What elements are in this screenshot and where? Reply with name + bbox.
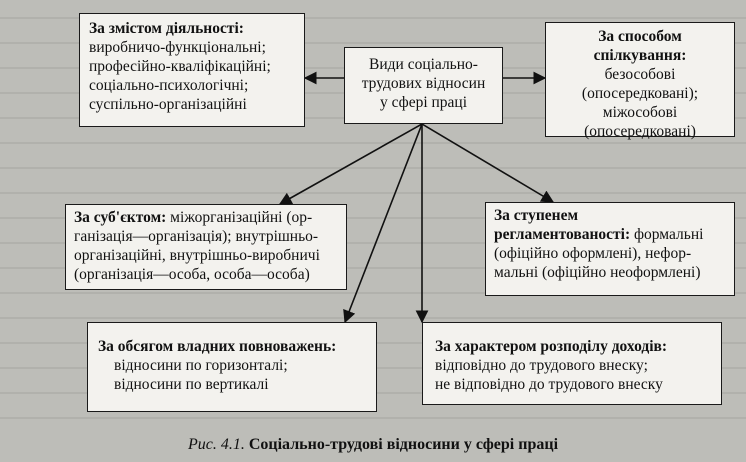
center-box-relations-types xyxy=(344,47,503,124)
by-subject-heading: За суб'єктом: xyxy=(74,209,167,226)
figure-caption-label: Рис. 4.1. xyxy=(187,436,245,453)
box-by-subject xyxy=(65,204,347,290)
by-authority-line-2: відносини по вертикалі xyxy=(114,376,269,393)
by-interaction-heading-2: спілкування: xyxy=(593,47,687,64)
figure-caption-title: Соціально-трудові відносини у сфері праці xyxy=(248,436,559,453)
by-authority-line-1: відносини по горизонталі; xyxy=(114,357,288,374)
by-income-heading: За характером розподілу доходів: xyxy=(435,338,668,355)
box-by-interaction xyxy=(545,22,735,140)
by-regulation-heading-2: регламентованості: xyxy=(494,226,631,243)
by-content-line-2: професійно-кваліфікаційні; xyxy=(89,58,271,75)
by-interaction-line-1: безособові xyxy=(604,66,676,83)
by-content-line-3: соціально-психологічні; xyxy=(89,77,249,94)
by-regulation-line-1: формальні xyxy=(630,226,704,243)
figure-caption xyxy=(0,436,746,454)
box-by-regulation xyxy=(485,202,735,296)
arrow-to-authority xyxy=(345,124,422,322)
by-subject-line-3: організаційні, внутрішньо-виробничі xyxy=(74,247,320,264)
center-line-2: трудових відносин xyxy=(361,75,486,92)
by-income-line-2: не відповідно до трудового внеску xyxy=(435,376,663,393)
by-subject-line-2: ганізація—організація); внутрішньо- xyxy=(74,228,319,245)
arrow-to-regulation xyxy=(422,124,553,202)
arrow-to-subject xyxy=(280,124,422,204)
by-content-line-1: виробничо-функціональні; xyxy=(89,39,266,56)
by-interaction-line-2: (опосередковані); xyxy=(581,85,699,102)
box-by-authority xyxy=(87,322,377,412)
by-regulation-line-3: мальні (офіційно неоформлені) xyxy=(494,264,701,281)
by-subject-line-4: (організація—особа, особа—особа) xyxy=(74,266,310,283)
by-interaction-line-4: (опосередковані) xyxy=(584,123,696,140)
by-subject-line-1: міжорганізаційні (ор- xyxy=(166,209,313,226)
by-regulation-heading-1: За ступенем xyxy=(494,207,579,224)
box-by-income xyxy=(422,322,722,405)
by-interaction-heading-1: За способом xyxy=(598,28,682,45)
by-interaction-line-3: міжособові xyxy=(602,104,678,121)
by-content-line-4: суспільно-організаційні xyxy=(89,96,247,113)
center-line-3: у сфері праці xyxy=(379,94,468,111)
by-authority-heading: За обсягом владних повноважень: xyxy=(98,338,337,355)
by-income-line-1: відповідно до трудового внеску; xyxy=(435,357,648,374)
box-by-content xyxy=(79,13,305,127)
center-line-1: Види соціально- xyxy=(369,56,478,73)
by-content-heading: За змістом діяльності: xyxy=(89,20,244,37)
by-regulation-line-2: (офіційно оформлені), нефор- xyxy=(494,245,692,262)
